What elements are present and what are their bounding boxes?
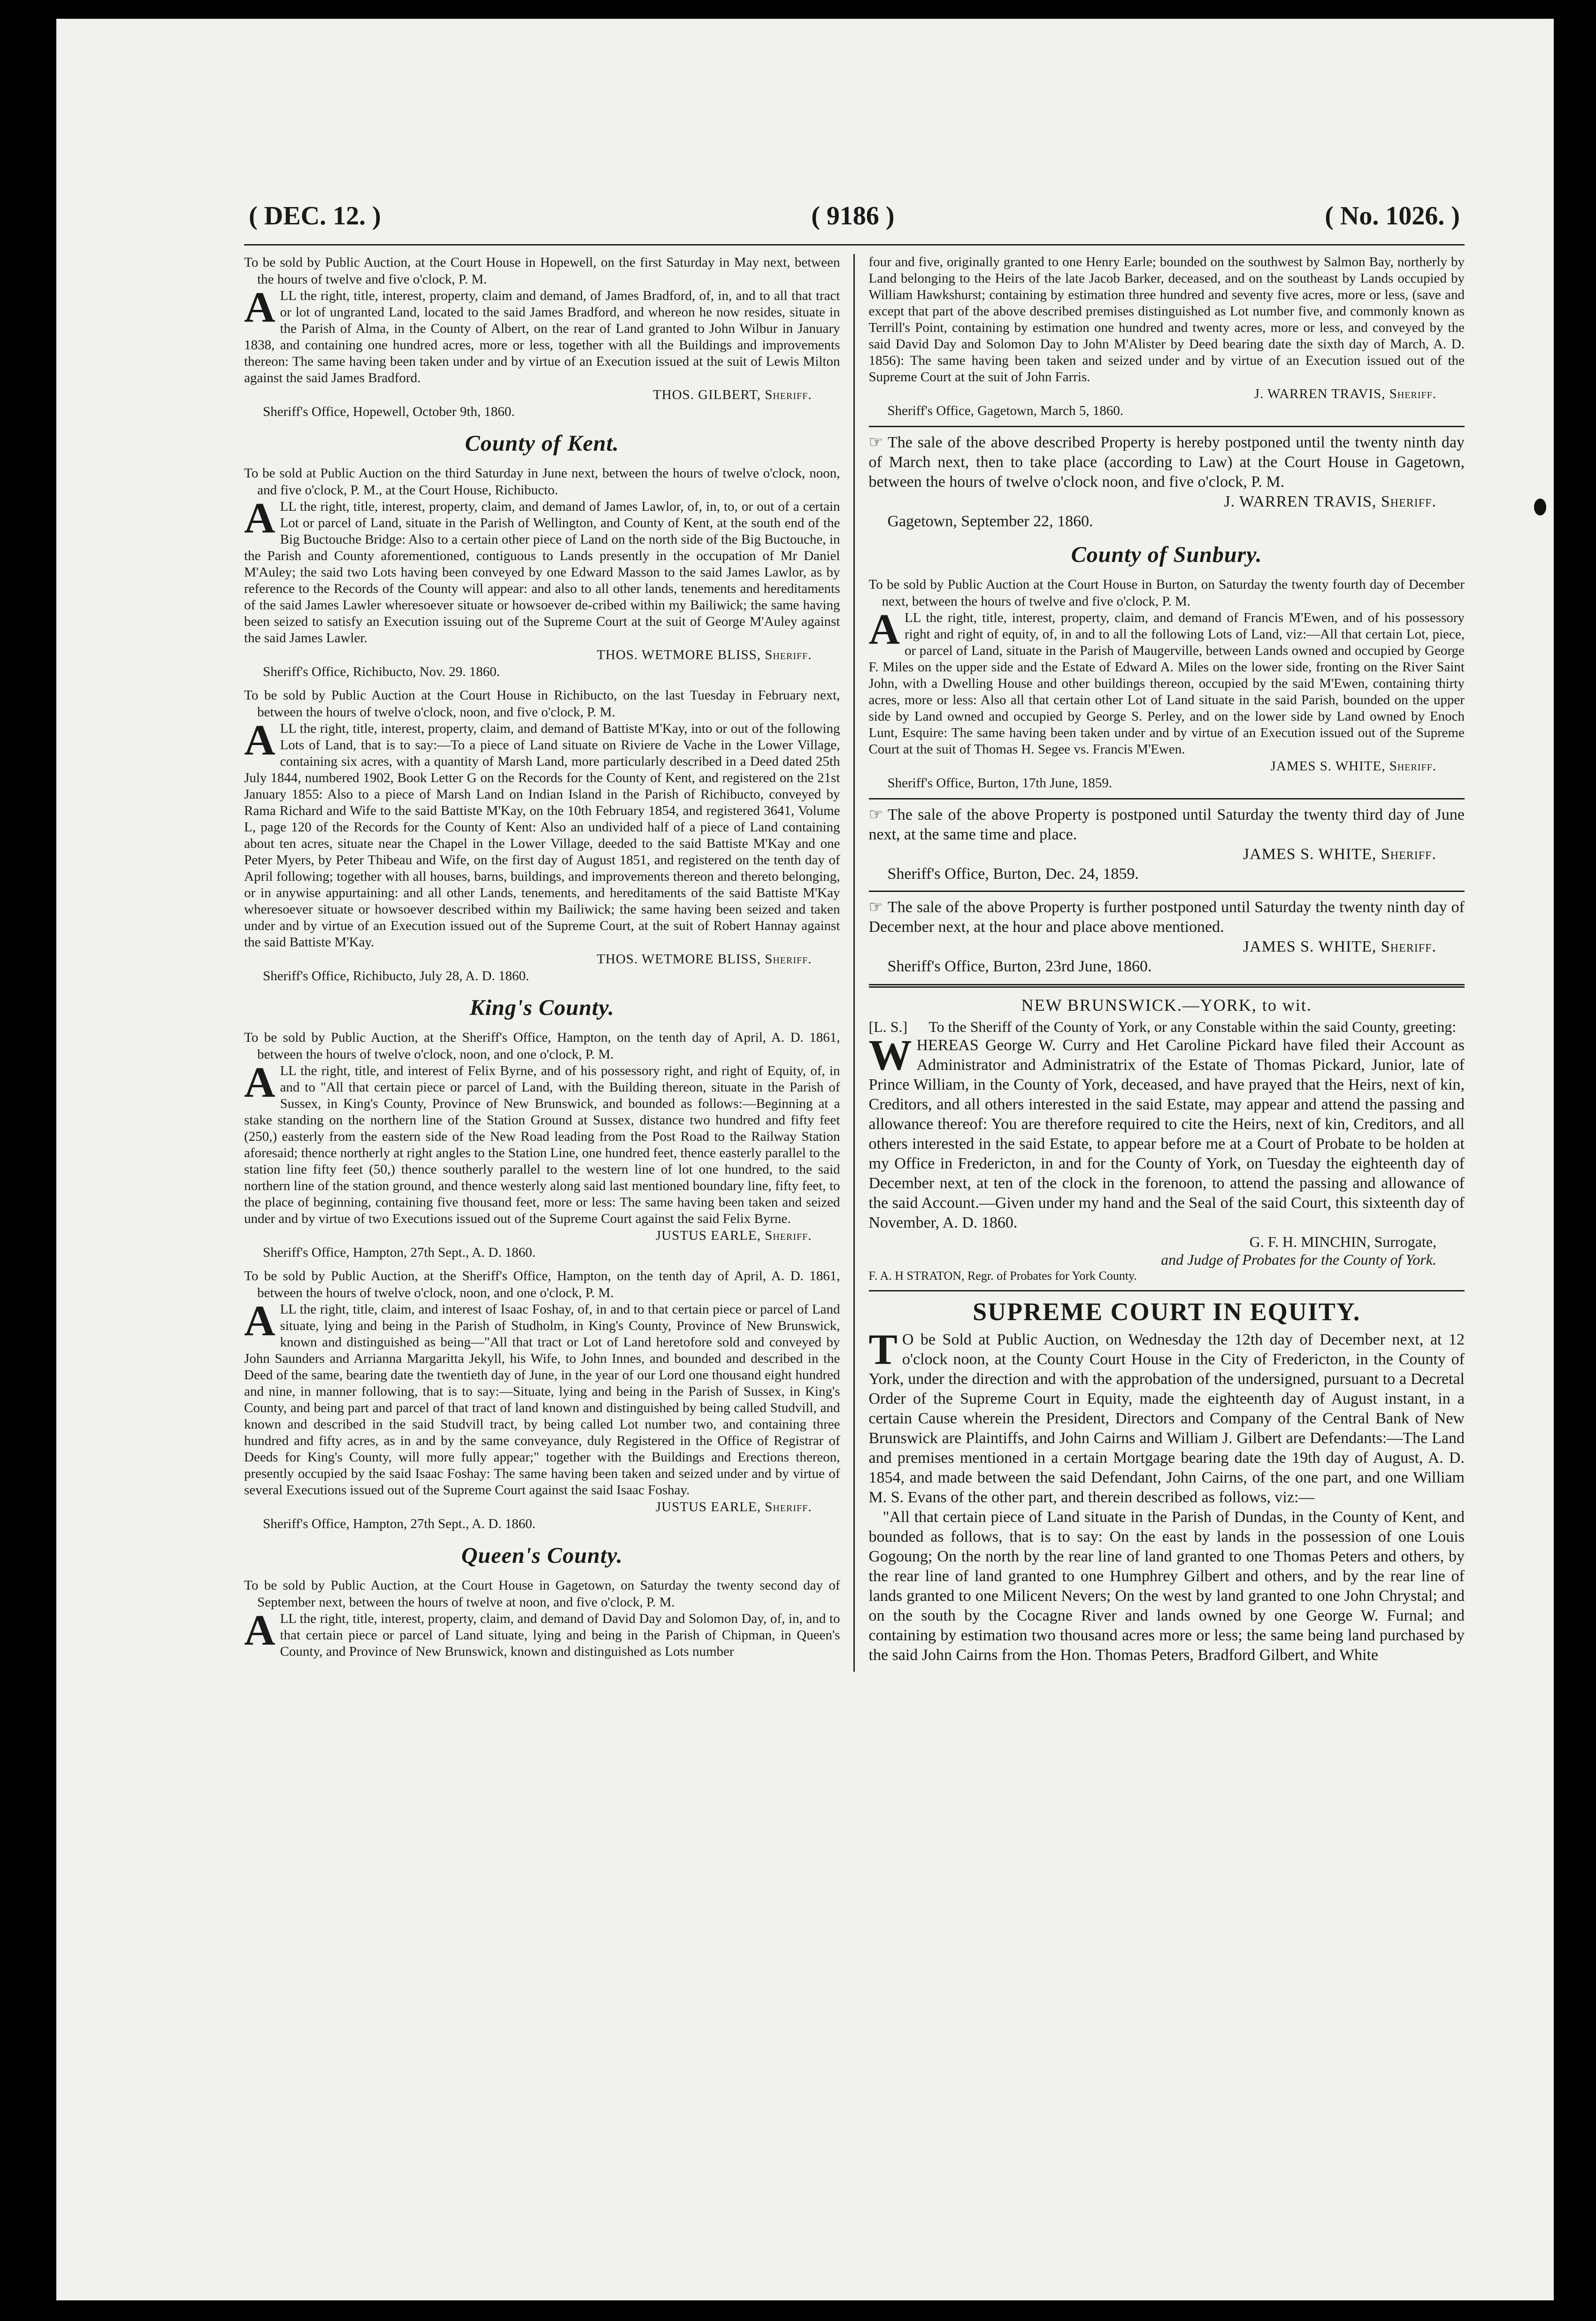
pointing-hand-icon: ☞ [868, 806, 883, 823]
notice-intro: To be sold by Public Auction, at the Sheriff's Office, Hampton, on the tenth day of April, A. D. 1861, between the hours of twelve o'clock, noon, and one o'clock, P. M. [244, 1030, 840, 1062]
seal-mark: [L. S.] [868, 1018, 908, 1035]
drop-cap: A [244, 494, 276, 542]
notice-signature: JUSTUS EARLE, Sheriff. [655, 1228, 812, 1243]
notice-text: four and five, originally granted to one Henry Earle; bounded on the southwest by Salmon Bay, northerly by Land belonging to the Heirs of the late Jacob Barker, deceased, and on the southeast by Lands occupied by William Hawkshurst; containing by estimation three hundred and seventy five acres, more or less, (save and except that part of the above described premises distinguished as Lot number five, and commonly known as Terrill's Point, containing by estimation one hundred and twenty acres, more or less, and conveyed by the said David Day and Solomon Day to John M'Alister by Deed bearing date the sixth day of March, A. D. 1856): The same having been taken and seized under and by virtue of an Execution issued out of the Supreme Court at the suit of John Farris. [868, 254, 1465, 384]
section-heading-queens: Queen's County. [461, 1543, 623, 1568]
notice-text: LL the right, title, claim, and interest of Isaac Foshay, of, in and to that certain piece or parcel of Land situate, lying and being in the Parish of Studholm, in King's County, Province of New Brunswick, known and distinguished as being—"All that tract or Lot of Land heretofore sold and conveyed by John Saunders and Arrianna Margaritta Jekyll, his Wife, to John Innes, and bounded and described in the Deed of the same, bearing date the twentieth day of June, in the year of our Lord one thousand eight hundred and nine, in manner following, that is to say:—Situate, lying and being in the Parish of Sussex, in King's County, and being part and parcel of that tract of land known and distinguished by being called Studvill, and known and described in the said Studvill tract, by being called Lot number two, and containing three hundred and fifty acres, as in and by the same conveyance, duly Registered in the Office of Registrar of Deeds for King's County, will more fully appear;" together with the Buildings and Erections thereon, presently occupied by the said Isaac Foshay: The same having been taken and seized under and by virtue of several Executions issued out of the Supreme Court against the said Isaac Foshay. [244, 1302, 840, 1498]
drop-cap: A [244, 283, 276, 331]
notice-body [244, 494, 840, 646]
drop-cap: W [868, 1031, 912, 1079]
gazette-sheet [56, 19, 1554, 2300]
notice-lawlor [244, 465, 840, 680]
notice-intro: To be sold by Public Auction at the Court House in Richibucto, on the last Tuesday in February next, between the hours of twelve o'clock, noon, and five o'clock, P. M. [244, 688, 840, 720]
notice-signature: THOS. WETMORE BLISS, Sheriff. [597, 647, 812, 662]
probate-citation [869, 995, 1465, 1283]
notice-body [244, 1606, 840, 1660]
pointing-hand-icon: ☞ [868, 434, 883, 451]
header-date: ( DEC. 12. ) [249, 201, 381, 231]
postponement-text: The sale of the above Property is further postponed until Saturday the twenty ninth day of December next, at the hour and place above mentioned. [868, 899, 1465, 936]
postponement-text: The sale of the above Property is postponed until Saturday the twenty third day of June next, at the same time and place. [868, 806, 1465, 843]
notice-intro: To be sold by Public Auction, at the Sheriff's Office, Hampton, on the tenth day of April, A. D. 1861, between the hours of twelve o'clock, noon, and one o'clock, P. M. [244, 1268, 840, 1300]
postponement-body [869, 433, 1465, 492]
notice-text: LL the right, title, interest, property, claim, and demand of Francis M'Ewen, and of his possessory right and right of equity, of, in and to all the following Lots of Land, viz:—All that certain Lot, piece, or parcel of Land, situate in the Parish of Maugerville, between Lands owned and occupied by George F. Miles on the upper side and the Estate of Edward A. Miles on the lower side, fronting on the River Saint John, with a Dwelling House and other buildings thereon, occupied by the said M'Ewen, containing thirty acres, more or less: Also all that certain other Lot of Land situate in the said Parish, bounded on the upper side by Land owned and occupied by George S. Perley, and on the lower side by Land owned by Enoch Lunt, Esquire: The same having been taken under and by virtue of an Execution issued out of the Supreme Court at the suit of Thomas H. Segee vs. Francis M'Ewen. [868, 610, 1465, 757]
notice-date: Sheriff's Office, Burton, 17th June, 1859. [887, 776, 1113, 791]
notice-mkay [244, 687, 840, 984]
section-heading-kings: King's County. [469, 995, 614, 1020]
gazette-page [244, 197, 1465, 2286]
notice-signature: JAMES S. WHITE, Sheriff. [1270, 759, 1436, 774]
drop-cap: A [244, 1606, 276, 1654]
notice-text: LL the right, title, interest, property, claim and demand, of James Bradford, of, in, and to all that tract or lot of ungranted Land, located to the said James Bradford, and whereon he now resides, situate in the Parish of Alma, in the County of Albert, on the rear of Land granted to John Wilbur in January 1838, and containing one hundred acres, more or less, together with all the Buildings and improvements thereon: The same having been taken under and by virtue of an Execution issued at the suit of Lewis Milton against the said James Bradford. [244, 288, 840, 385]
drop-cap: A [244, 1297, 276, 1345]
notice-intro: To be sold by Public Auction, at the Court House in Gagetown, on Saturday the twenty second day of September next, between the hours of twelve at noon, and five o'clock, P. M. [244, 1578, 840, 1610]
notice-date: Sheriff's Office, Gagetown, March 5, 1860. [887, 403, 1124, 418]
drop-cap: A [244, 1058, 276, 1106]
notice-signature: JUSTUS EARLE, Sheriff. [655, 1499, 812, 1514]
double-rule [869, 984, 1465, 988]
header-page-number: ( 9186 ) [811, 201, 895, 231]
notice-text: LL the right, title, interest, property, claim, and demand of David Day and Solomon Day, of, in, and to that certain piece or parcel of Land situate, lying and being in the Parish of Chipman, in Queen's County, and Province of New Brunswick, known and distinguished as Lots number [280, 1611, 840, 1659]
postponement-body [869, 898, 1465, 937]
notice-intro: To be sold by Public Auction, at the Court House in Hopewell, on the first Saturday in May next, between the hours of twelve and five o'clock, P. M. [244, 255, 840, 287]
supreme-court-body [868, 1325, 1465, 1507]
drop-cap: T [868, 1325, 898, 1373]
notice-intro: To be sold at Public Auction on the third Saturday in June next, between the hours of twelve o'clock, noon, and five o'clock, P. M., at the Court House, Richibucto. [244, 466, 840, 498]
notice-body [868, 605, 1465, 758]
postponement-text: The sale of the above described Property is hereby postponed until the twenty ninth day of March next, then to take place (according to Law) at the Court House in Gagetown, between the hours of twelve o'clock noon, and five o'clock, P. M. [868, 434, 1465, 491]
notice-day [244, 1577, 840, 1660]
notice-body [244, 716, 840, 951]
supreme-court-notice [869, 1297, 1465, 1665]
notice-text: LL the right, title, and interest of Felix Byrne, and of his possessory right, and right of Equity, of, in and to "All that certain piece or parcel of Land, with the Building thereon, situate in the Parish of Sussex, in King's County, Province of New Brunswick, and bounded as follows:—Beginning at a stake standing on the northern line of the Station Ground at Sussex, distance two hundred and fifty feet (250,) easterly from the eastern side of the New Road leading from the Post Road to the Railway Station aforesaid; thence northerly at right angles to the Station Line, one hundred feet, thence easterly parallel to the station line fifty feet (50,) thence southerly parallel to the western line of lot one hundred, to the said northern line of the station ground, and thence westerly along said last mentioned boundary line, fifty feet, to the place of beginning, containing five thousand feet, more or less: The same having been taken and seized under and by virtue of two Executions issued out of the Supreme Court against the said Felix Byrne. [244, 1063, 840, 1226]
probate-addressee: To the Sheriff of the County of York, or any Constable within the said County, greeting: [928, 1018, 1457, 1035]
notice-date: Sheriff's Office, Richibucto, Nov. 29. 1860. [263, 664, 500, 679]
notice-day-continued [869, 254, 1465, 419]
postponement-white-1 [869, 805, 1465, 884]
notice-albert [244, 254, 840, 420]
notice-signature: J. WARREN TRAVIS, Sheriff. [1254, 386, 1436, 401]
notice-date: Sheriff's Office, Richibucto, July 28, A. D. 1860. [263, 968, 529, 984]
divider [869, 1290, 1465, 1291]
left-column [244, 254, 855, 1672]
surrogate-title-text: and Judge of Probates for the County of York. [1161, 1251, 1436, 1268]
postponement-body [869, 805, 1465, 845]
notice-signature: J. WARREN TRAVIS, Sheriff. [1224, 493, 1436, 510]
header-issue-number: ( No. 1026. ) [1325, 201, 1460, 231]
probate-address [869, 1018, 1465, 1036]
notice-date: Sheriff's Office, Hampton, 27th Sept., A. D. 1860. [263, 1516, 536, 1531]
supreme-court-heading: SUPREME COURT IN EQUITY. [973, 1298, 1361, 1326]
notice-body [244, 283, 840, 386]
notice-signature: JAMES S. WHITE, Sheriff. [1243, 938, 1436, 955]
probate-text: HEREAS George W. Curry and Het Caroline Pickard have filed their Account as Administrator and Administratrix of the Estate of Thomas Pickard, Junior, late of Prince William, in the County of York, deceased, and have prayed that the Heirs, next of kin, Creditors, and all others interested in the said Estate, may appear and attend the passing and allowance thereof: You are therefore required to cite the Heirs, next of kin, Creditors, and all others interested in the said Estate, to appear before me at a Court of Probate to be holden at my Office in Fredericton, in and for the County of York, on Tuesday the eighteenth day of December next, at ten of the clock in the forenoon, to attend the passing and allowance of the said Account.—Given under my hand and the Seal of the said Court, this sixteenth day of November, A. D. 1860. [868, 1037, 1465, 1231]
notice-mewen [869, 576, 1465, 792]
pointing-hand-icon: ☞ [868, 899, 883, 916]
section-heading-kent: County of Kent. [465, 431, 619, 456]
notice-body [244, 1058, 840, 1227]
notice-date: Sheriff's Office, Hopewell, October 9th, 1860. [263, 404, 515, 419]
notice-date: Gagetown, September 22, 1860. [887, 513, 1093, 530]
probate-heading: NEW BRUNSWICK.—YORK, to wit. [1021, 996, 1312, 1014]
surrogate-title [869, 1251, 1465, 1268]
columns [244, 254, 1465, 1672]
punch-hole [1534, 499, 1546, 515]
supreme-court-quote: "All that certain piece of Land situate in the Parish of Dundas, in the County of Kent, and bounded as follows, that is to say: On the east by lands in the possession of one Louis Gogoung; On the north by the rear line of land granted to one Thomas Peters and others, by the rear line of land granted to one Humphrey Gilbert and others, and by the rear line of lands granted to one Milicent Nevers; On the west by land granted to one John Chrystal; and on the south by the Cocagne River and lands owned by one George W. Furnal; and containing by estimation two thousand acres more or less; the same being land purchased by the said John Cairns from the Hon. Thomas Peters, Bradford Gilbert, and White [868, 1508, 1465, 1664]
notice-date: Sheriff's Office, Burton, Dec. 24, 1859. [887, 865, 1139, 883]
registrar-line: F. A. H STRATON, Regr. of Probates for York County. [868, 1269, 1137, 1283]
notice-intro: To be sold by Public Auction at the Court House in Burton, on Saturday the twenty fourth day of December next, between the hours of twelve and five o'clock, P. M. [868, 577, 1465, 609]
notice-foshay [244, 1268, 840, 1532]
notice-signature: JAMES S. WHITE, Sheriff. [1243, 845, 1436, 863]
page-header [244, 197, 1465, 246]
notice-text: LL the right, title, interest, property, claim, and demand of James Lawlor, of, in, to, or out of a certain Lot or parcel of Land, situate in the Parish of Wellington, and County of Kent, at the south end of the Big Buctouche Bridge: Also to a certain other piece of Land on the north side of the Big Buctouche, in the Parish and County aforementioned, contiguous to Lands presently in the occupation of Mr Daniel M'Auley; the said two Lots having been conveyed by one Edward Masson to the said James Lawlor, as by reference to the Records of the County will appear: and also to all other lands, tenements and hereditaments of the said James Lawler wheresoever situate or howsoever de-cribed within my Bailiwick; the same having been seized to satisfy an Execution issuing out of the Supreme Court at the suit of George M'Auley against the said James Lawler. [244, 499, 840, 646]
supreme-court-text: O be Sold at Public Auction, on Wednesday the 12th day of December next, at 12 o'clock noon, at the County Court House in the City of Fredericton, in the County of York, under the direction and with the approbation of the undersigned, pursuant to a Decretal Order of the Supreme Court in Equity, made the eighteenth day of August instant, in a certain Cause wherein the President, Directors and Company of the Central Bank of New Brunswick are Plaintiffs, and John Cairns and William J. Gilbert are Defendants:—The Land and premises mentioned in a certain Mortgage bearing date the 19th day of August, A. D. 1854, and made between the said Defendant, John Cairns, of the one part, and one William M. S. Evans of the other part, and therein described as follows, viz:— [868, 1331, 1465, 1506]
right-column [855, 254, 1465, 1672]
notice-body [244, 1297, 840, 1499]
notice-byrne [244, 1029, 840, 1261]
notice-text: LL the right, title, interest, property, claim, and demand of Battiste M'Kay, into or out of the following Lots of Land, that is to say:—To a piece of Land situate on Riviere de Vache in the Lower Village, containing six acres, with a quantity of Marsh Land, more particularly described in a Deed dated 25th July 1844, numbered 1902, Book Letter G on the Records for the County of Kent, and registered on the 21st January 1855: Also to a piece of Marsh Land on Indian Island in the Parish of Richibucto, conveyed by Rama Richard and Wife to the said Battiste M'Kay, on the 10th February 1854, and registered 3641, Volume L, page 120 of the Records for the County of Kent: Also an undivided half of a piece of Land containing about ten acres, situate near the Chapel in the Lower Village, deeded to the said Battiste M'Kay and one Peter Myers, by Peter Thibeau and Wife, on the first day of August 1851, and registered on the tenth day of April following; together with all houses, barns, buildings, and improvements thereon and thereto belonging, or in anywise appurtaining: and all other Lands, tenements, and hereditaments of the said Battiste M'Kay wheresoever situate or howsoever described within my Bailiwick; the same having been seized and taken under and by virtue of an Execution issued out of the Supreme Court, at the suit of Robert Hannay against the said Battiste M'Kay. [244, 721, 840, 950]
drop-cap: A [244, 716, 276, 764]
notice-signature: THOS. GILBERT, Sheriff. [652, 387, 812, 402]
divider [869, 798, 1465, 799]
notice-date: Sheriff's Office, Burton, 23rd June, 1860. [887, 958, 1152, 975]
postponement-white-2 [869, 898, 1465, 976]
probate-body [868, 1031, 1465, 1233]
notice-signature: THOS. WETMORE BLISS, Sheriff. [597, 952, 812, 967]
divider [869, 426, 1465, 427]
drop-cap: A [868, 605, 900, 653]
section-heading-sunbury: County of Sunbury. [1071, 542, 1262, 567]
postponement-travis [869, 433, 1465, 531]
surrogate-signature: G. F. H. MINCHIN, Surrogate, [1249, 1233, 1436, 1250]
divider [869, 891, 1465, 892]
notice-date: Sheriff's Office, Hampton, 27th Sept., A. D. 1860. [263, 1245, 536, 1260]
